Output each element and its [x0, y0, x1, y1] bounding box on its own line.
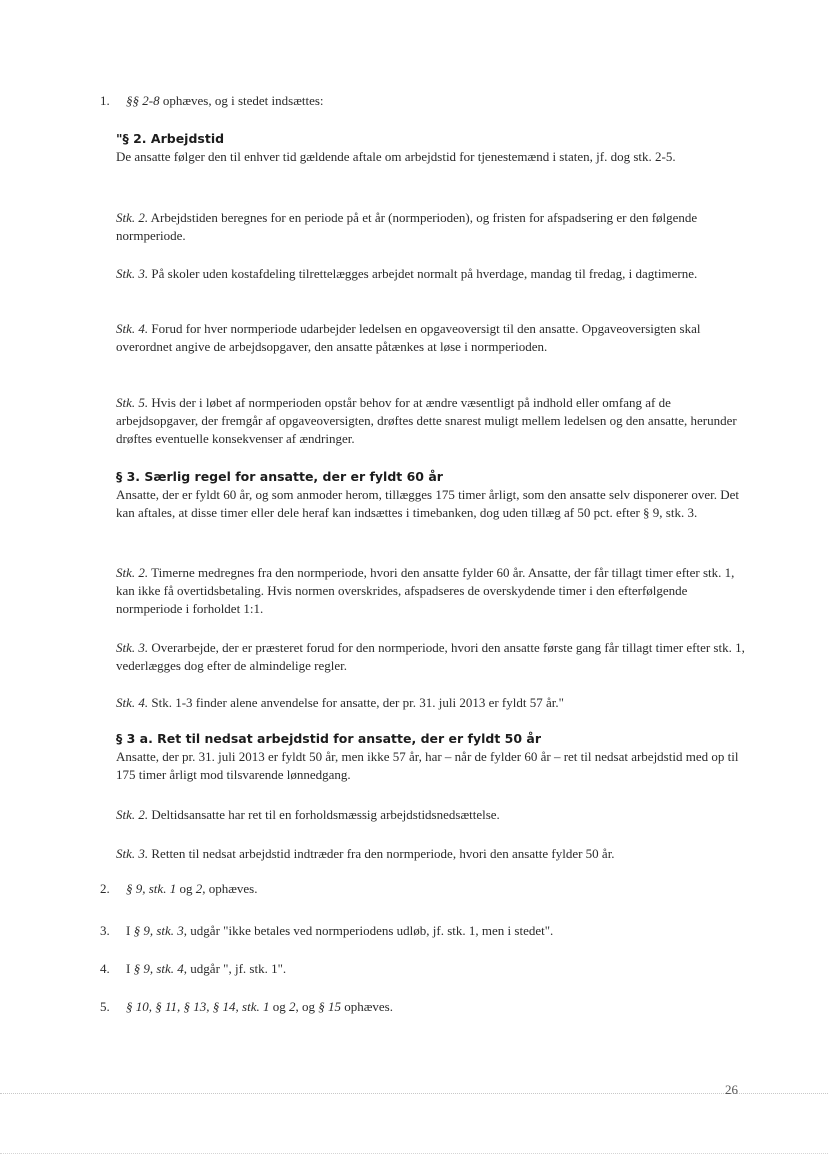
- section-2-heading: "§ 2. Arbejdstid: [116, 131, 225, 146]
- item-reference: § 9, stk. 3: [133, 923, 184, 938]
- section-2-stk-3: [116, 265, 746, 283]
- stk-text: På skoler uden kostafdeling tilrettelægges arbejdet normalt på hverdage, mandag til fredag, i dagtimerne.: [148, 266, 698, 281]
- stk-text: Retten til nedsat arbejdstid indtræder fra den normperiode, hvori den ansatte fylder 50 år.: [148, 846, 615, 861]
- item-reference: § 10, § 11, § 13, § 14, stk. 1: [126, 999, 270, 1014]
- stk-label: Stk. 2.: [116, 807, 149, 822]
- section-3a-stk-2: [116, 806, 746, 824]
- section-3-heading: § 3. Særlig regel for ansatte, der er fyldt 60 år: [116, 469, 443, 484]
- section-3: [116, 468, 746, 522]
- item-number: 5.: [100, 999, 110, 1014]
- stk-label: Stk. 2.: [116, 210, 149, 225]
- section-3-stk-3: [116, 639, 746, 675]
- list-item-4: [100, 960, 760, 977]
- page-number: 26: [725, 1082, 738, 1097]
- stk-text: Deltidsansatte har ret til en forholdsmæssig arbejdstidsnedsættelse.: [148, 807, 500, 822]
- section-2-stk-2: [116, 209, 746, 245]
- section-2-stk-4: [116, 320, 746, 356]
- section-2-intro: De ansatte følger den til enhver tid gældende aftale om arbejdstid for tjenestemænd i staten, jf. dog stk. 2-5.: [116, 149, 676, 164]
- item-reference-3: § 15: [318, 999, 341, 1014]
- section-3a: [116, 730, 746, 784]
- item-text: ophæves, og i stedet indsættes:: [159, 93, 324, 108]
- list-item-2: [100, 880, 760, 897]
- item-text-2: , og: [295, 999, 319, 1014]
- item-reference-2: 2: [288, 999, 296, 1014]
- stk-text: Overarbejde, der er præsteret forud for den normperiode, hvori den ansatte første gang får tillagt timer efter stk. 1, vederlægges dog efter de almindelige regler.: [116, 640, 745, 673]
- stk-text: Forud for hver normperiode udarbejder ledelsen en opgaveoversigt til den ansatte. Opgaveoversigten skal overordnet angive de arbejdsopgaver, den ansatte påtænkes at løse i normperioden.: [116, 321, 701, 354]
- item-number: 4.: [100, 961, 110, 976]
- item-prefix: I: [126, 923, 134, 938]
- stk-text: Stk. 1-3 finder alene anvendelse for ansatte, der pr. 31. juli 2013 er fyldt 57 år.": [148, 695, 564, 710]
- item-reference-2: 2: [195, 881, 203, 896]
- bottom-divider: [0, 1153, 828, 1154]
- item-text: , udgår ", jf. stk. 1".: [183, 961, 287, 976]
- list-item-1: [100, 92, 760, 109]
- section-3a-stk-3: [116, 845, 746, 863]
- item-text: , udgår "ikke betales ved normperiodens udløb, jf. stk. 1, men i stedet".: [183, 923, 554, 938]
- list-item-3: [100, 922, 760, 939]
- stk-label: Stk. 2.: [116, 565, 149, 580]
- item-reference: § 9, stk. 1: [126, 881, 177, 896]
- stk-text: Arbejdstiden beregnes for en periode på et år (normperioden), og fristen for afspadsering er den følgende normperiode.: [116, 210, 698, 243]
- section-3-intro: Ansatte, der er fyldt 60 år, og som anmoder herom, tillægges 175 timer årligt, som den ansatte selv disponerer over. Det kan aftales, at disse timer eller dele heraf kan indsættes i timebanken, dog uden tillæg af 50 pct. efter § 9, stk. 3.: [116, 487, 739, 520]
- item-reference: § 9, stk. 4: [133, 961, 184, 976]
- section-3a-heading: § 3 a. Ret til nedsat arbejdstid for ansatte, der er fyldt 50 år: [116, 731, 542, 746]
- item-text-3: ophæves.: [340, 999, 393, 1014]
- section-3-stk-4: [116, 694, 746, 712]
- section-3a-intro: Ansatte, der pr. 31. juli 2013 er fyldt 50 år, men ikke 57 år, har – når de fylder 60 år – ret til nedsat arbejdstid med op til 175 timer årligt mod tilsvarende lønnedgang.: [116, 749, 739, 782]
- item-prefix: I: [126, 961, 134, 976]
- item-number: 1.: [100, 93, 110, 108]
- section-2-stk-5: [116, 394, 746, 448]
- footer-divider: [0, 1093, 828, 1094]
- item-text: og: [176, 881, 196, 896]
- stk-text: Hvis der i løbet af normperioden opstår behov for at ændre væsentligt på indhold eller omfang af de arbejdsopgaver, der fremgår af opgaveoversigten, drøftes dette snarest muligt mellem ledelsen og den ansatte, herunder drøftes eventuelle konsekvenser af ændringer.: [116, 395, 737, 446]
- stk-label: Stk. 4.: [116, 321, 149, 336]
- stk-text: Timerne medregnes fra den normperiode, hvori den ansatte fylder 60 år. Ansatte, der får tillagt timer efter stk. 1, kan ikke få overtidsbetaling. Hvis normen overskrides, afspadseres de overskydende timer i den efterfølgende normperiode i forholdet 1:1.: [116, 565, 735, 616]
- section-2: [116, 130, 746, 166]
- list-item-5: [100, 998, 760, 1015]
- stk-label: Stk. 5.: [116, 395, 149, 410]
- stk-label: Stk. 3.: [116, 640, 149, 655]
- item-reference: §§ 2-8: [126, 93, 160, 108]
- item-number: 2.: [100, 881, 110, 896]
- item-text: og: [269, 999, 289, 1014]
- item-text-2: , ophæves.: [202, 881, 258, 896]
- section-3-stk-2: [116, 564, 746, 618]
- stk-label: Stk. 3.: [116, 846, 149, 861]
- stk-label: Stk. 4.: [116, 695, 149, 710]
- stk-label: Stk. 3.: [116, 266, 149, 281]
- item-number: 3.: [100, 923, 110, 938]
